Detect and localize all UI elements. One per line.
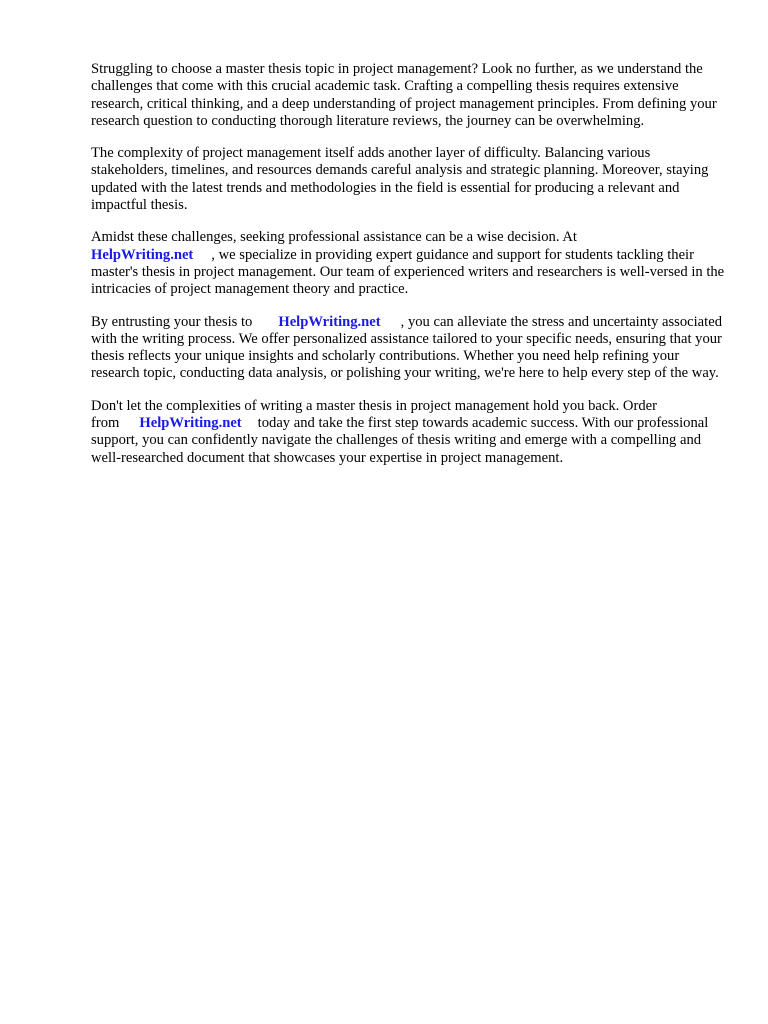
paragraph-entrusting-text-before: By entrusting your thesis to [91, 313, 253, 330]
helpwriting-link-1[interactable]: HelpWriting.net [91, 246, 194, 263]
helpwriting-link-2[interactable]: HelpWriting.net [278, 313, 381, 330]
paragraph-entrusting [91, 314, 726, 383]
paragraph-assistance-text-before: Amidst these challenges, seeking professional assistance can be a wise decision. At [91, 229, 577, 246]
paragraph-order-text-after: today and take the first step towards academic success. With our professional support, you can confidently navigate the challenges of thesis writing and emerge with a compelling and well-researched document that showcases your expertise in project management. [91, 415, 709, 466]
helpwriting-link-3[interactable]: HelpWriting.net [139, 415, 242, 432]
paragraph-complexity: The complexity of project management itself adds another layer of difficulty. Balancing various stakeholders, timelines, and resources demands careful analysis and strategic planning. Moreover, staying updated with the latest trends and methodologies in the field is essential for producing a relevant and impactful thesis. [91, 145, 709, 214]
paragraph-order-text-before: Don't let the complexities of writing a master thesis in project management hold you back. Order from [91, 397, 657, 432]
paragraph-order [91, 398, 726, 467]
paragraph-intro: Struggling to choose a master thesis topic in project management? Look no further, as we understand the challenges that come with this crucial academic task. Crafting a compelling thesis requires extensive research, critical thinking, and a deep understanding of project management principles. From defining your research question to conducting thorough literature reviews, the journey can be overwhelming. [91, 61, 717, 129]
paragraph-entrusting-text-after: , you can alleviate the stress and uncertainty associated with the writing process. We offer personalized assistance tailored to your specific needs, ensuring that your thesis reflects your unique insights and scholarly contributions. Whether you need help refining your research topic, conducting data analysis, or polishing your writing, we're here to help every step of the way. [91, 313, 722, 382]
paragraph-assistance [91, 229, 726, 298]
paragraph-assistance-text-after: , we specialize in providing expert guidance and support for students tackling their master's thesis in project management. Our team of experienced writers and researchers is well-versed in the intricacies of project management theory and practice. [91, 246, 725, 298]
document-page [91, 61, 726, 482]
